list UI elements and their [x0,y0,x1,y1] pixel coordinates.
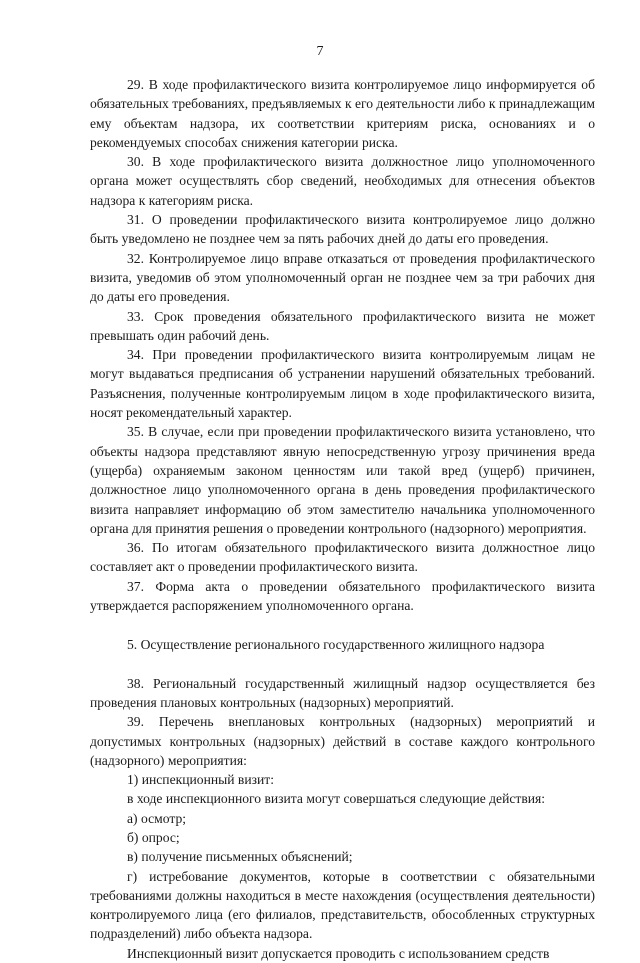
paragraph-actions-intro: в ходе инспекционного визита могут совершаться следующие действия: [127,791,546,807]
paragraph-31: 31. О проведении профилактического визита контролируемое лицо должно быть уведомлено не позднее чем за пять рабочих дней до даты его проведения. [90,212,595,247]
paragraph-36: 36. По итогам обязательного профилактического визита должностное лицо составляет акт о проведении профилактического визита. [90,540,595,575]
paragraph-38: 38. Региональный государственный жилищный надзор осуществляется без проведения плановых контрольных (надзорных) мероприятий. [90,675,595,710]
paragraph-34: 34. При проведении профилактического визита контролируемым лицам не могут выдаваться предписания об устранении нарушений обязательных требований. Разъяснения, полученные контролируемым лицом в ходе профилактического визита, носят рекомендательный характер. [90,347,595,421]
list-item-written-explanations: в) получение письменных объяснений; [127,849,353,865]
paragraph-37: 37. Форма акта о проведении обязательного профилактического визита утверждается распоряжением уполномоченного органа. [90,578,595,614]
list-item-inspection: а) осмотр; [127,810,187,826]
paragraph-30: 30. В ходе профилактического визита должностное лицо уполномоченного органа может осуществлять сбор сведений, необходимых для отнесения объектов надзора к категориям риска. [90,154,595,208]
paragraph-33: 33. Срок проведения обязательного профилактического визита не может превышать один рабочий день. [90,308,595,343]
page-number: 7 [316,44,324,59]
paragraph-39: 39. Перечень внеплановых контрольных (надзорных) мероприятий и допустимых контрольных (надзорных) действий в составе каждого контрольного (надзорного) мероприятия: [90,714,595,768]
list-item-inspection-visit: 1) инспекционный визит: [127,772,274,788]
document-body [90,75,595,963]
paragraph-29: 29. В ходе профилактического визита контролируемое лицо информируется об обязательных требованиях, предъявляемых к его деятельности либо к принадлежащим ему объектам надзора, их соответствии критериям риска, основаниях и о рекомендуемых способах снижения категории риска. [90,77,595,150]
paragraph-32: 32. Контролируемое лицо вправе отказаться от проведения профилактического визита, уведомив об этом уполномоченный орган не позднее чем за три рабочих дня до даты его проведения. [90,250,595,305]
list-item-survey: б) опрос; [127,829,180,845]
paragraph-35: 35. В случае, если при проведении профилактического визита установлено, что объекты надзора представляют явную непосредственную угрозу причинения вреда (ущерба) охраняемым законом ценностям или такой вред (ущерб) причинен, должностное лицо уполномоченного органа в день проведения профилактического визита направляет информацию об этом заместителю начальника уполномоченного органа для принятия решения о проведении контрольного (надзорного) мероприятия. [90,424,595,536]
paragraph-inspection-visit-tools: Инспекционный визит допускается проводить с использованием средств [127,945,550,961]
section-heading: 5. Осуществление регионального государственного жилищного надзора [127,637,545,653]
list-item-document-request: г) истребование документов, которые в соответствии с обязательными требованиями должны находиться в месте нахождения (осуществления деятельности) контролируемого лица (его филиалов, представительств, обособленных структурных подразделений) либо объекта надзора. [90,868,595,942]
